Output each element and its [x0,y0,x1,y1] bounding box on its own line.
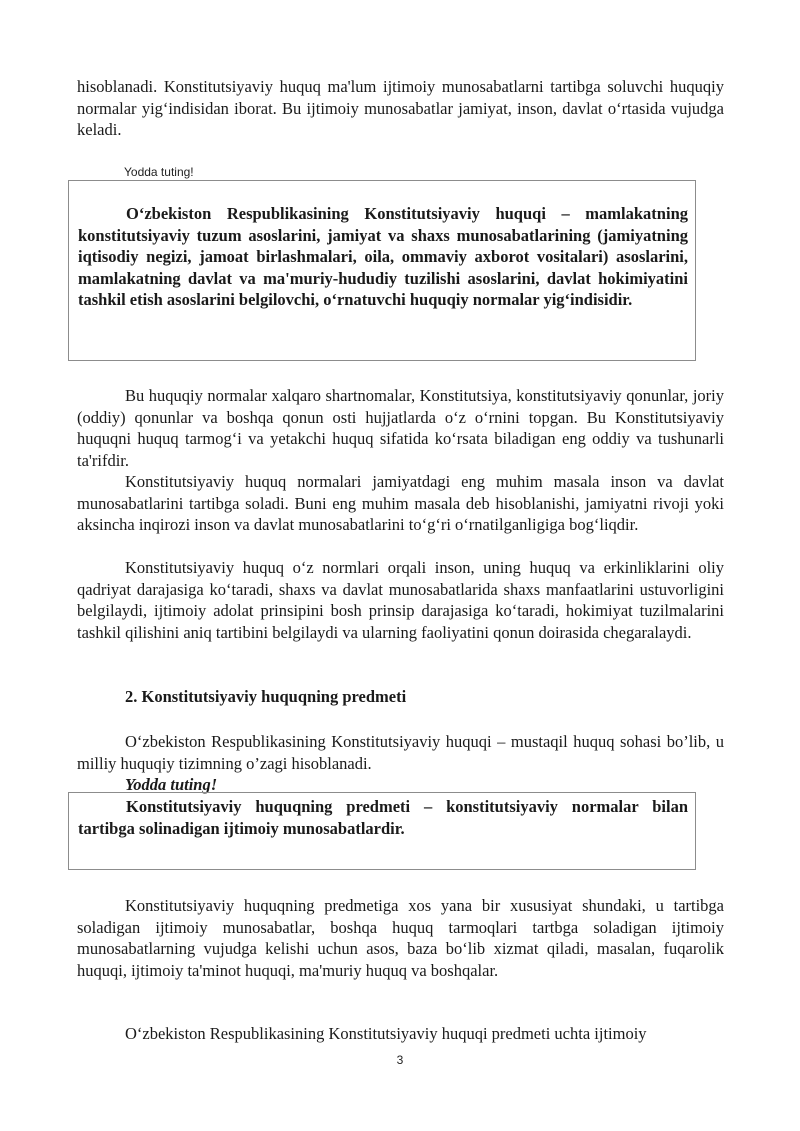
note-box-predmet [68,792,696,870]
note-box-definition [68,180,696,361]
note-label-small: Yodda tuting! [124,165,194,179]
section-paragraph: O‘zbekiston Respublikasining Konstitutsiyaviy huquqi – mustaqil huquq sohasi bo’lib, u milliy huquqiy tizimning o’zagi hisoblanadi. [77,732,724,773]
body-paragraph-1: Bu huquqiy normalar xalqaro shartnomalar, Konstitutsiya, konstitutsiyaviy qonunlar, joriy (oddiy) qonunlar va boshqa qonun osti hujjatlarda o‘z o‘rnini topgan. Bu Konstitutsiyaviy huquqni huquq tarmog‘i va yetakchi huquq sifatida ko‘rsata biladigan eng oddiy va tushunarli ta'rifdir. [77,386,724,470]
note-label-italic: Yodda tuting! [125,775,218,794]
note-box-predmet-text: Konstitutsiyaviy huquqning predmeti – konstitutsiyaviy normalar bilan tartibga solinadigan ijtimoiy munosabatlardir. [78,797,688,838]
note-box-definition-text: O‘zbekiston Respublikasining Konstitutsiyaviy huquqi – mamlakatning konstitutsiyaviy tuzum asoslarini, jamiyat va shaxs munosabatlarining (jamiyatning iqtisodiy negizi, jamoat birlashmalari, oila, ommaviy axborot vositalari) asoslarini, mamlakatning davlat va ma'muriy-hududiy tuzilishi asoslarini, davlat hokimiyatini tashkil etish asoslarini belgilovchi, o‘rnatuvchi huquqiy normalar yig‘indisidir. [78,204,688,309]
section-heading: 2. Konstitutsiyaviy huquqning predmeti [125,687,407,706]
body-paragraph-2: Konstitutsiyaviy huquq normalari jamiyatdagi eng muhim masala inson va davlat munosabatlarini tartibga soladi. Buni eng muhim masala deb hisoblanishi, jamiyatni rivoji yoki aksincha inqirozi inson va davlat munosabatlarini to‘g‘ri o‘rnatilganligiga bog‘liqdir. [77,472,724,534]
intro-paragraph: hisoblanadi. Konstitutsiyaviy huquq ma'lum ijtimoiy munosabatlarni tartibga soluvchi huquqiy normalar yig‘indisidan iborat. Bu ijtimoiy munosabatlar jamiyat, inson, davlat o‘rtasida vujudga keladi. [77,77,724,139]
body-paragraph-final: O‘zbekiston Respublikasining Konstitutsiyaviy huquqi predmeti uchta ijtimoiy [125,1024,647,1043]
body-paragraph-4: Konstitutsiyaviy huquqning predmetiga xos yana bir xususiyat shundaki, u tartibga soladigan ijtimoiy munosabatlar, boshqa huquq tarmoqlari tartbga soladigan ijtimoiy munosabatlarning vujudga kelishi uchun asos, baza bo‘lib xizmat qiladi, masalan, fuqarolik huquqi, ijtimoiy ta'minot huquqi, ma'muriy huquq va boshqalar. [77,896,724,980]
page-number: 3 [396,1053,404,1067]
body-paragraph-3: Konstitutsiyaviy huquq o‘z normlari orqali inson, uning huquq va erkinliklarini oliy qadriyat darajasiga ko‘taradi, shaxs va davlat munosabatlarida shaxs manfaatlarini ustuvorligini belgilaydi, ijtimoiy adolat prinsipini bosh prinsip darajasiga ko‘taradi, hokimiyat tuzilmalarini tashkil qilishini aniq tartibini belgilaydi va ularning faoliyatini qonun doirasida chegaralaydi. [77,558,724,642]
